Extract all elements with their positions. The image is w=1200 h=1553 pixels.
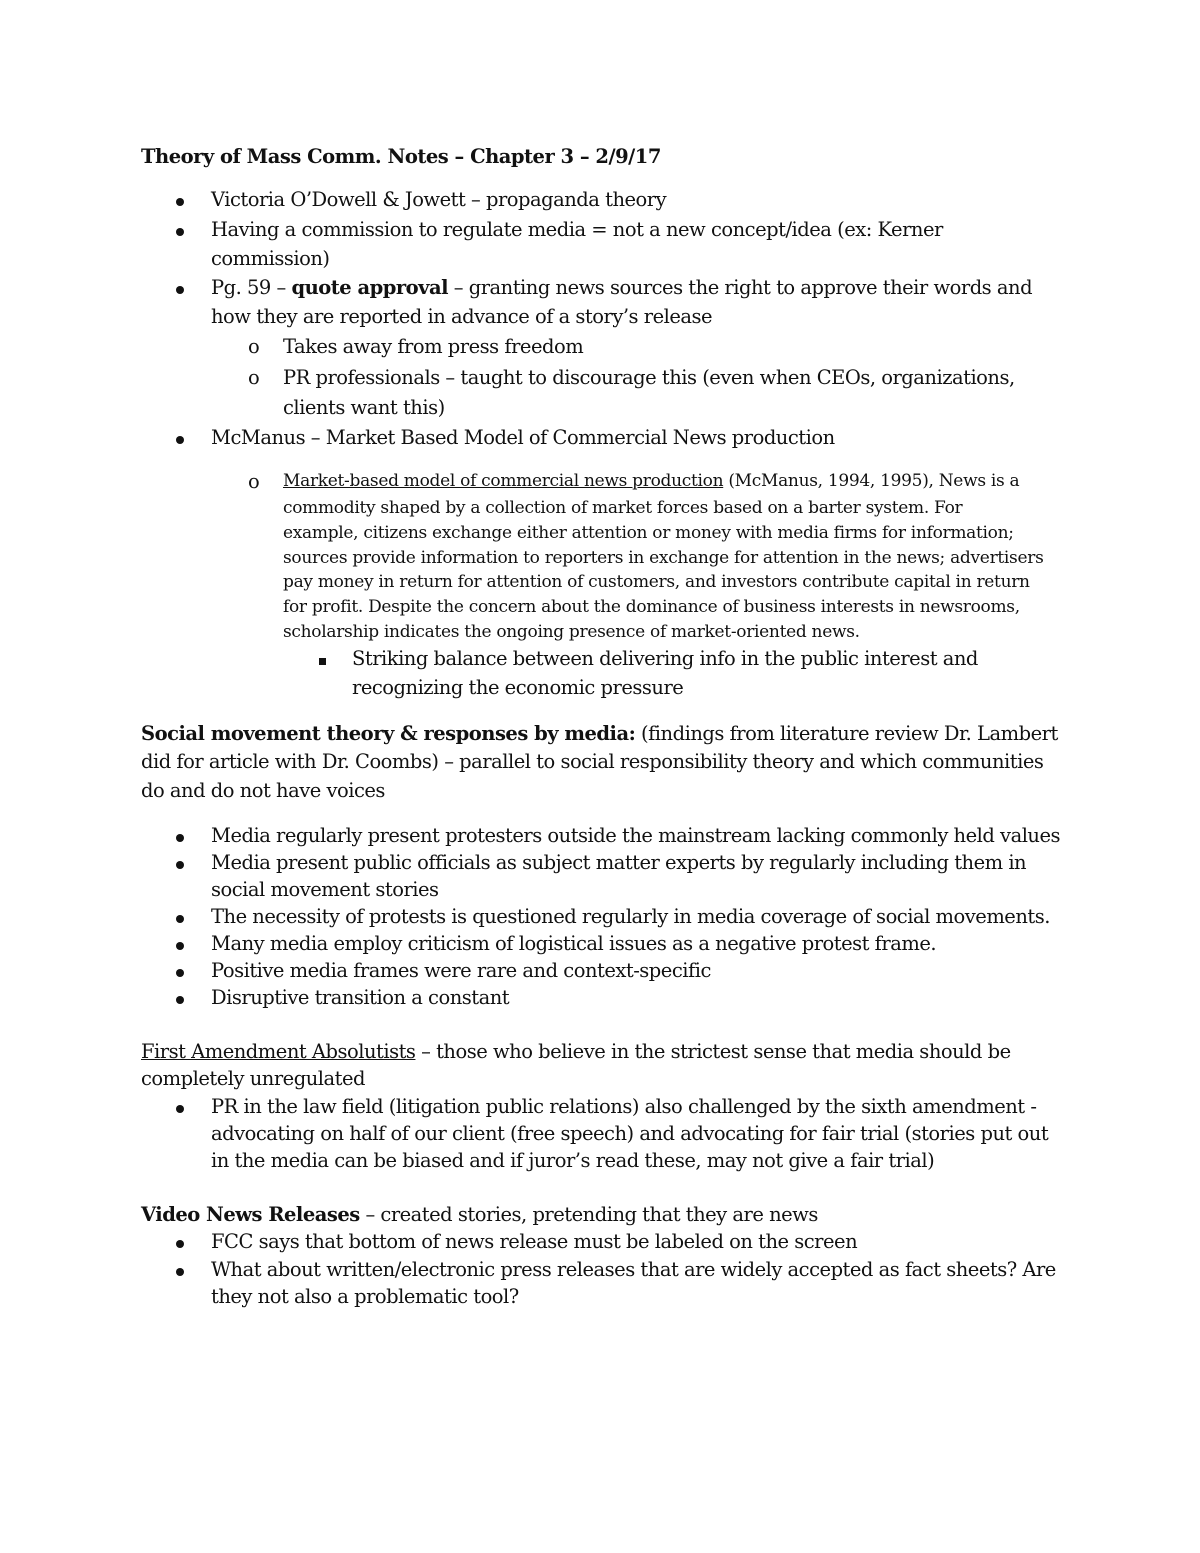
quote-approval-term: quote approval [291,276,449,299]
list-item-continuation: social movement stories [211,878,439,901]
bullet-dot-icon [176,930,184,958]
list-item: Media regularly present protesters outside the mainstream lacking commonly held values [211,824,1061,847]
sub-bullet-circle-icon: o [248,470,260,493]
section-heading-bold: Social movement theory & responses by media: [141,722,636,745]
bullet-dot-icon [176,849,184,877]
bullet-dot-icon [176,984,184,1012]
list-item: Having a commission to regulate media = not a new concept/idea (ex: Kerner [211,218,943,241]
list-item: Positive media frames were rare and context-specific [211,959,711,982]
quote-line: sources provide information to reporters in exchange for attention in the news; advertisers [283,548,1044,568]
list-item: Media present public officials as subject matter experts by regularly including them in [211,851,1027,874]
list-item-continuation: commission) [211,247,330,270]
bullet-dot-icon [176,216,184,244]
bullet-dot-icon [176,822,184,850]
bullet-dot-icon [176,957,184,985]
text-run: Pg. 59 – [211,276,292,299]
sub-list-item: Takes away from press freedom [283,335,584,358]
bullet-dot-icon [176,1093,184,1121]
sub-list-item: PR professionals – taught to discourage this (even when CEOs, organizations, [283,366,1015,389]
quote-line: for profit. Despite the concern about the dominance of business interests in newsrooms, [283,597,1020,617]
list-item-continuation: advocating on half of our client (free speech) and advocating for fair trial (stories put out [211,1122,1049,1145]
quote-line: example, citizens exchange either attention or money with media firms for information; [283,523,1014,543]
list-item: What about written/electronic press releases that are widely accepted as fact sheets? Are [211,1258,1056,1281]
bullet-square-icon [319,645,326,673]
list-item: Victoria O’Dowell & Jowett – propaganda theory [211,188,667,211]
list-item: PR in the law field (litigation public relations) also challenged by the sixth amendment - [211,1095,1037,1118]
section-heading [141,1038,1011,1066]
section-heading [141,720,1058,748]
sub-bullet-circle-icon: o [248,335,260,358]
section-heading [141,1201,818,1229]
quote-line: scholarship indicates the ongoing presence of market-oriented news. [283,622,860,642]
list-item: Many media employ criticism of logistical issues as a negative protest frame. [211,932,937,955]
paragraph-line: do and do not have voices [141,779,385,802]
list-item: The necessity of protests is questioned regularly in media coverage of social movements. [211,905,1050,928]
sub-sub-list-item: Striking balance between delivering info in the public interest and [352,647,978,670]
quote-line: pay money in return for attention of customers, and investors contribute capital in return [283,572,1030,592]
bullet-dot-icon [176,274,184,302]
bullet-dot-icon [176,186,184,214]
list-item: Disruptive transition a constant [211,986,510,1009]
quote-line [283,469,1019,493]
bullet-dot-icon [176,903,184,931]
list-item-continuation: they not also a problematic tool? [211,1285,519,1308]
text-run: – granting news sources the right to approve their words and [448,276,1033,299]
bullet-dot-icon [176,1228,184,1256]
list-item [211,274,1032,302]
list-item: FCC says that bottom of news release must be labeled on the screen [211,1230,858,1253]
list-item-continuation: how they are reported in advance of a story’s release [211,305,713,328]
text-run: (findings from literature review Dr. Lambert [635,722,1058,745]
paragraph-line: completely unregulated [141,1067,365,1090]
sub-bullet-circle-icon: o [248,366,260,389]
text-run: – created stories, pretending that they are news [359,1203,818,1226]
text-run: – those who believe in the strictest sense that media should be [415,1040,1011,1063]
list-item-continuation: in the media can be biased and if juror’s read these, may not give a fair trial) [211,1149,935,1172]
text-run: (McManus, 1994, 1995), News is a [723,471,1020,491]
bullet-dot-icon [176,1256,184,1284]
section-heading-bold: Video News Releases [141,1203,360,1226]
document-title: Theory of Mass Comm. Notes – Chapter 3 – 2/9/17 [141,145,661,168]
paragraph-line: did for article with Dr. Coombs) – parallel to social responsibility theory and which communities [141,750,1044,773]
section-heading-underlined: First Amendment Absolutists [141,1040,416,1063]
quote-line: commodity shaped by a collection of market forces based on a barter system. For [283,498,963,518]
sub-list-item-continuation: clients want this) [283,396,445,419]
sub-sub-list-item-continuation: recognizing the economic pressure [352,676,684,699]
list-item: McManus – Market Based Model of Commercial News production [211,426,835,449]
bullet-dot-icon [176,424,184,452]
quote-term: Market-based model of commercial news production [283,471,724,491]
